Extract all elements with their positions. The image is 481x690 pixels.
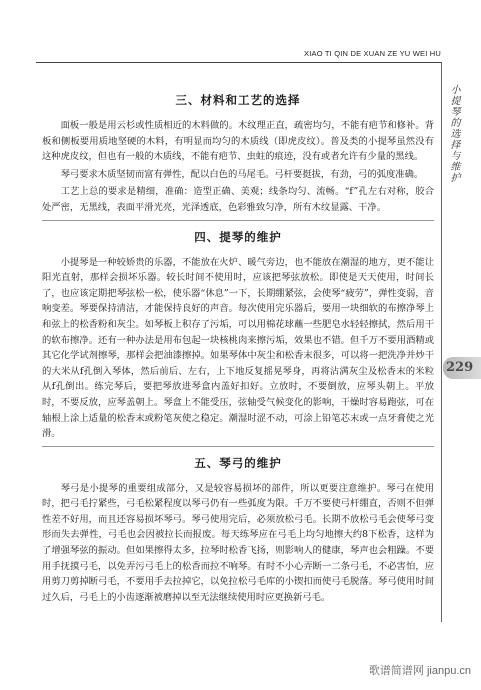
paragraph: 琴弓是小提琴的重要组成部分，又是较容易损坏的部件，所以更要注意维护。琴弓在使用时，把弓毛拧紧些，弓毛松紧程度以琴弓仍有一些弧度为限。千万不要使弓杆绷直，否则不但弹性差不好用，而且还容易损坏琴弓。琴弓使用完后，必须放松弓毛。长期不放松弓毛会使琴弓变形而失去弹性，弓毛也会因被拉长而报废。每天练琴应在弓毛上均匀地擦大约8下松香，这样为了增强琴弦的振动。但如果擦得太多，拉琴时松香飞扬，则影响人的健康，琴声也会粗躁。不要用手抚摸弓毛，以免弄污弓毛上的松香而拉不响琴。有时不小心弄断一二条弓毛，不必害怕，应用剪刀剪掉断弓毛，不要用手去拉掉它，以免拉松弓毛库的小锲扣而使弓毛脱落。琴弓使用时间过久后，弓毛上的小齿逐渐被磨掉以至无法继续使用时应更换新弓毛。 [42, 482, 434, 603]
paragraph: 琴弓要求木质坚韧而富有弹性，配以白色的马尾毛。弓杆要挺拔，有劲，弓的弧度准确。 [60, 168, 424, 180]
side-rule [441, 62, 442, 622]
paragraph: 小提琴是一种较娇贵的乐器，不能放在火炉、暖气旁边，也不能放在潮湿的地方，更不能让阳光直射，那样会损坏乐器。较长时间不使用时，应该把琴弦放松。即使是天天使用，时间长了，也应该定期把琴弦松一松，使乐器“休息”一下，长期绷紧弦，会使琴“疲劳”，弹性变弱，音响变差。琴要保持清洁，才能保持良好的声音。每次使用完乐器后，要用一块细软的布擦净琴上和弦上的松香粉和灰尘。如琴板上积存了污垢，可以用棉花球蘸一些肥皂水轻轻擦拭，然后用干的软布擦净。还有一种办法是用布包起一块核桃肉来擦污垢，效果也不错。但千万不要用酒精或其它化学试剂擦琴，那样会把油漆擦掉。如果琴体中灰尘和松香末很多，可以将一把洗净并炒干的大米从f孔倒入琴体，然后前后、左右，上下地反复摇晃琴身，再将沾满灰尘及松香末的米粒从f孔倒出。练完琴后，要把琴放进琴盒内盖好扣好。立放时，不要倒放，应琴头朝上。平放时，不要反放，应琴盖朝上。琴盒上不能受压，弦轴受气候变化的影响，干燥时容易跑弦，可在轴根上涂上适量的松香末或粉笔灰使之稳定。潮湿时涩不动，可涂上铅笔芯末或一点牙膏使之光滑。 [42, 256, 434, 440]
side-chapter-title: 小提琴的选择与维护 [448, 84, 459, 183]
paragraph: 面板一般是用云杉或性质相近的木料做的。木纹理正直，疏密均匀，不能有疤节和修补。背板和侧板要用质地坚硬的木料，有明显而均匀的木质线（即虎皮纹）。普及类的小提琴虽然没有这种虎皮纹，但也有一般的木质线，不能有疤节、虫蛀的痕迹，没有或者允许有少量的黑线。 [42, 120, 434, 163]
page-content [42, 92, 434, 607]
section-bow-care [42, 455, 434, 606]
section-divider [42, 446, 434, 447]
section-divider [42, 220, 434, 221]
section-materials [42, 92, 434, 216]
paragraph: 工艺上总的要求是精细，准确：造型正确、美观；线条均匀、流畅。“f”孔左右对称，胶合处严密，无黑线，表面平滑光亮，光泽透底，色彩雅致匀净，所有木纹显露、干净。 [42, 186, 434, 213]
section-violin-care [42, 229, 434, 442]
section-title: 五、琴弓的维护 [194, 455, 282, 470]
header-rule [36, 62, 441, 63]
watermark: 歌谱简谱网 jianpu.cn [368, 665, 471, 677]
section-title: 三、材料和工艺的选择 [175, 93, 301, 107]
running-header: XIAO TI QIN DE XUAN ZE YU WEI HU [304, 49, 441, 58]
section-title: 四、提琴的维护 [194, 229, 282, 244]
page-number: 229 [446, 360, 474, 375]
